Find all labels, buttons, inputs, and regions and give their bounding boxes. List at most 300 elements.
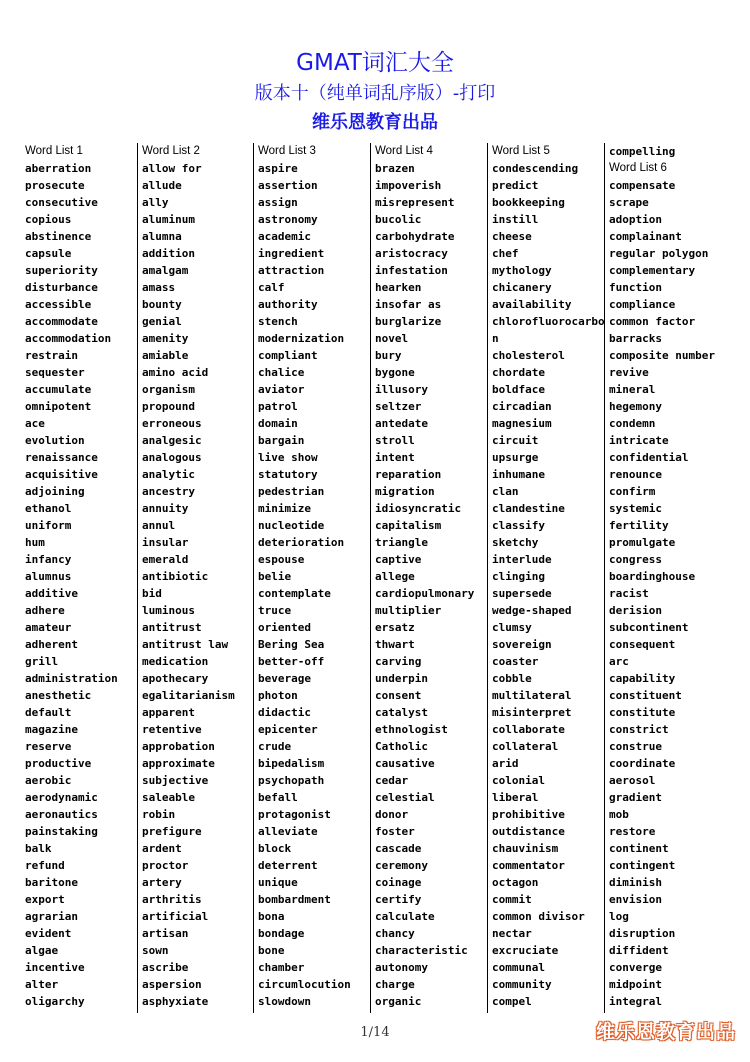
vocabulary-word: chicanery	[492, 281, 552, 294]
vocabulary-word: cardiopulmonary	[375, 587, 475, 600]
vocabulary-word: ethnologist	[375, 723, 448, 736]
word-list-heading: Word List 2	[142, 145, 200, 157]
vocabulary-word: allege	[375, 570, 415, 583]
vocabulary-word: omnipotent	[25, 400, 92, 413]
page-number: 1/14	[360, 1025, 390, 1040]
vocabulary-word: infestation	[375, 264, 448, 277]
vocabulary-word: sown	[142, 944, 169, 957]
vocabulary-word: infancy	[25, 553, 72, 566]
vocabulary-word: nucleotide	[258, 519, 325, 532]
vocabulary-word: patrol	[258, 400, 298, 413]
vocabulary-word: accumulate	[25, 383, 92, 396]
vocabulary-word: barracks	[609, 332, 662, 345]
publisher-watermark: 维乐恩教育出品	[595, 1021, 736, 1043]
vocabulary-word: integral	[609, 995, 662, 1008]
vocabulary-word: predict	[492, 179, 539, 192]
vocabulary-word: compel	[492, 995, 532, 1008]
vocabulary-word: renounce	[609, 468, 662, 481]
vocabulary-word: collateral	[492, 740, 559, 753]
vocabulary-word: acquisitive	[25, 468, 98, 481]
vocabulary-word: uniform	[25, 519, 72, 532]
vocabulary-word: astronomy	[258, 213, 318, 226]
vocabulary-word: seltzer	[375, 400, 422, 413]
vocabulary-word: prosecute	[25, 179, 85, 192]
vocabulary-word: annuity	[142, 502, 189, 515]
vocabulary-word: assertion	[258, 179, 318, 192]
vocabulary-word: amateur	[25, 621, 72, 634]
vocabulary-word: medication	[142, 655, 209, 668]
vocabulary-word: insular	[142, 536, 189, 549]
vocabulary-word: donor	[375, 808, 409, 821]
vocabulary-word: modernization	[258, 332, 345, 345]
vocabulary-word: classify	[492, 519, 545, 532]
vocabulary-word: illusory	[375, 383, 428, 396]
vocabulary-word: ace	[25, 417, 45, 430]
vocabulary-word: evident	[25, 927, 72, 940]
vocabulary-word: artery	[142, 876, 182, 889]
vocabulary-word: chauvinism	[492, 842, 559, 855]
vocabulary-word: insofar as	[375, 298, 442, 311]
vocabulary-word: apothecary	[142, 672, 209, 685]
vocabulary-word: compensate	[609, 179, 676, 192]
vocabulary-word: beverage	[258, 672, 311, 685]
vocabulary-word: calf	[258, 281, 285, 294]
vocabulary-word: continent	[609, 842, 669, 855]
vocabulary-word: aerosol	[609, 774, 656, 787]
vocabulary-word: analgesic	[142, 434, 202, 447]
vocabulary-word: log	[609, 910, 629, 923]
vocabulary-word: adhere	[25, 604, 65, 617]
document-title: GMAT词汇大全	[296, 50, 454, 76]
vocabulary-word: accommodate	[25, 315, 98, 328]
vocabulary-word: novel	[375, 332, 409, 345]
vocabulary-word: amino acid	[142, 366, 209, 379]
vocabulary-word: restrain	[25, 349, 78, 362]
vocabulary-word: cascade	[375, 842, 422, 855]
word-list-column	[253, 143, 374, 1013]
vocabulary-word: propound	[142, 400, 195, 413]
publisher-line: 维乐恩教育出品	[312, 112, 438, 133]
vocabulary-word: consequent	[609, 638, 676, 651]
vocabulary-word: mythology	[492, 264, 552, 277]
vocabulary-word: clan	[492, 485, 519, 498]
vocabulary-word: cedar	[375, 774, 409, 787]
vocabulary-word: boardinghouse	[609, 570, 696, 583]
word-list-heading: Word List 6	[609, 162, 667, 174]
vocabulary-word: bygone	[375, 366, 415, 379]
vocabulary-word: statutory	[258, 468, 318, 481]
vocabulary-word: didactic	[258, 706, 311, 719]
vocabulary-word: idiosyncratic	[375, 502, 462, 515]
vocabulary-word: analogous	[142, 451, 202, 464]
vocabulary-word: alleviate	[258, 825, 318, 838]
vocabulary-word: aberration	[25, 162, 92, 175]
vocabulary-word: epicenter	[258, 723, 318, 736]
vocabulary-word: cheese	[492, 230, 532, 243]
vocabulary-word: inhumane	[492, 468, 545, 481]
vocabulary-word: function	[609, 281, 662, 294]
vocabulary-word: capitalism	[375, 519, 442, 532]
vocabulary-word: amass	[142, 281, 176, 294]
vocabulary-word: instill	[492, 213, 539, 226]
vocabulary-word: sketchy	[492, 536, 539, 549]
vocabulary-word: bombardment	[258, 893, 331, 906]
vocabulary-word: triangle	[375, 536, 428, 549]
vocabulary-word: stroll	[375, 434, 415, 447]
vocabulary-word: aviator	[258, 383, 305, 396]
vocabulary-word: grill	[25, 655, 59, 668]
vocabulary-word: organic	[375, 995, 422, 1008]
vocabulary-word: aerodynamic	[25, 791, 98, 804]
vocabulary-word: collaborate	[492, 723, 565, 736]
vocabulary-word: aspire	[258, 162, 298, 175]
vocabulary-word: misinterpret	[492, 706, 572, 719]
vocabulary-word: composite number	[609, 349, 715, 362]
vocabulary-word: apparent	[142, 706, 195, 719]
vocabulary-word: superiority	[25, 264, 98, 277]
vocabulary-word: ceremony	[375, 859, 428, 872]
vocabulary-word: prohibitive	[492, 808, 565, 821]
vocabulary-word: proctor	[142, 859, 189, 872]
vocabulary-word: compliance	[609, 298, 676, 311]
vocabulary-word: alumna	[142, 230, 182, 243]
vocabulary-word: stench	[258, 315, 298, 328]
word-list-column	[20, 143, 141, 1013]
vocabulary-word: diffident	[609, 944, 669, 957]
vocabulary-word: subjective	[142, 774, 209, 787]
vocabulary-word: ingredient	[258, 247, 325, 260]
vocabulary-word: scrape	[609, 196, 649, 209]
vocabulary-word: converge	[609, 961, 662, 974]
vocabulary-word: construe	[609, 740, 662, 753]
vocabulary-word: egalitarianism	[142, 689, 235, 702]
vocabulary-word: commentator	[492, 859, 565, 872]
vocabulary-word: chamber	[258, 961, 305, 974]
vocabulary-word: sequester	[25, 366, 85, 379]
vocabulary-word: disturbance	[25, 281, 98, 294]
vocabulary-word: protagonist	[258, 808, 331, 821]
vocabulary-word: capability	[609, 672, 676, 685]
vocabulary-word: arthritis	[142, 893, 202, 906]
vocabulary-word: envision	[609, 893, 662, 906]
vocabulary-word: retentive	[142, 723, 202, 736]
vocabulary-word: default	[25, 706, 72, 719]
vocabulary-word: chalice	[258, 366, 305, 379]
document-subtitle: 版本十（纯单词乱序版）-打印	[254, 83, 496, 104]
vocabulary-word: capsule	[25, 247, 72, 260]
vocabulary-word: bounty	[142, 298, 182, 311]
vocabulary-word: celestial	[375, 791, 435, 804]
vocabulary-word: photon	[258, 689, 298, 702]
vocabulary-word: gradient	[609, 791, 662, 804]
vocabulary-word: carving	[375, 655, 422, 668]
vocabulary-word: misrepresent	[375, 196, 455, 209]
vocabulary-word: deterrent	[258, 859, 318, 872]
word-columns	[20, 143, 740, 1013]
vocabulary-word: bury	[375, 349, 402, 362]
vocabulary-word: oligarchy	[25, 995, 85, 1008]
vocabulary-word: live show	[258, 451, 318, 464]
vocabulary-word: condescending	[492, 162, 579, 175]
vocabulary-word: copious	[25, 213, 72, 226]
vocabulary-word: genial	[142, 315, 182, 328]
vocabulary-word: constituent	[609, 689, 682, 702]
vocabulary-word: chef	[492, 247, 519, 260]
vocabulary-word: magnesium	[492, 417, 552, 430]
vocabulary-word: common divisor	[492, 910, 585, 923]
vocabulary-word: magazine	[25, 723, 78, 736]
vocabulary-word: contingent	[609, 859, 676, 872]
vocabulary-word: carbohydrate	[375, 230, 455, 243]
vocabulary-word: calculate	[375, 910, 435, 923]
vocabulary-word: n	[492, 332, 499, 345]
vocabulary-word: clandestine	[492, 502, 565, 515]
vocabulary-word: autonomy	[375, 961, 428, 974]
vocabulary-word: arc	[609, 655, 629, 668]
vocabulary-word: upsurge	[492, 451, 539, 464]
vocabulary-word: prefigure	[142, 825, 202, 838]
vocabulary-word: antitrust	[142, 621, 202, 634]
vocabulary-word: sovereign	[492, 638, 552, 651]
vocabulary-word: availability	[492, 298, 572, 311]
vocabulary-word: bookkeeping	[492, 196, 565, 209]
vocabulary-word: circuit	[492, 434, 539, 447]
vocabulary-word: communal	[492, 961, 545, 974]
vocabulary-word: block	[258, 842, 292, 855]
vocabulary-word: reparation	[375, 468, 442, 481]
vocabulary-word: thwart	[375, 638, 415, 651]
vocabulary-word: baritone	[25, 876, 78, 889]
vocabulary-word: luminous	[142, 604, 195, 617]
vocabulary-word: underpin	[375, 672, 428, 685]
vocabulary-word: charge	[375, 978, 415, 991]
vocabulary-word: academic	[258, 230, 311, 243]
vocabulary-word: ascribe	[142, 961, 189, 974]
vocabulary-word: aeronautics	[25, 808, 98, 821]
vocabulary-word: erroneous	[142, 417, 202, 430]
vocabulary-word: artificial	[142, 910, 209, 923]
vocabulary-word: painstaking	[25, 825, 98, 838]
vocabulary-word: balk	[25, 842, 52, 855]
vocabulary-word: constrict	[609, 723, 669, 736]
vocabulary-word: hearken	[375, 281, 422, 294]
vocabulary-word: crude	[258, 740, 292, 753]
vocabulary-word: evolution	[25, 434, 85, 447]
vocabulary-word: derision	[609, 604, 662, 617]
vocabulary-word: bondage	[258, 927, 305, 940]
vocabulary-word: antedate	[375, 417, 428, 430]
vocabulary-word: aspersion	[142, 978, 202, 991]
vocabulary-word: authority	[258, 298, 318, 311]
vocabulary-word: adoption	[609, 213, 662, 226]
vocabulary-word: hum	[25, 536, 45, 549]
vocabulary-word: incentive	[25, 961, 85, 974]
vocabulary-word: fertility	[609, 519, 669, 532]
vocabulary-word: community	[492, 978, 552, 991]
vocabulary-word: cobble	[492, 672, 532, 685]
vocabulary-word: bid	[142, 587, 162, 600]
vocabulary-word: algae	[25, 944, 59, 957]
vocabulary-word: commit	[492, 893, 532, 906]
vocabulary-word: oriented	[258, 621, 311, 634]
vocabulary-word: saleable	[142, 791, 195, 804]
vocabulary-word: alumnus	[25, 570, 72, 583]
vocabulary-word: attraction	[258, 264, 325, 277]
vocabulary-word: better-off	[258, 655, 325, 668]
vocabulary-word: excruciate	[492, 944, 559, 957]
vocabulary-word: clumsy	[492, 621, 532, 634]
vocabulary-word: approximate	[142, 757, 215, 770]
vocabulary-word: compliant	[258, 349, 318, 362]
vocabulary-word: ally	[142, 196, 169, 209]
vocabulary-word: colonial	[492, 774, 545, 787]
vocabulary-word: common factor	[609, 315, 696, 328]
vocabulary-word: clinging	[492, 570, 545, 583]
vocabulary-word: allow for	[142, 162, 202, 175]
vocabulary-word: causative	[375, 757, 435, 770]
vocabulary-word: aluminum	[142, 213, 195, 226]
vocabulary-word: compelling	[609, 145, 676, 158]
vocabulary-word: foster	[375, 825, 415, 838]
vocabulary-word: adjoining	[25, 485, 85, 498]
vocabulary-word: systemic	[609, 502, 662, 515]
vocabulary-word: agrarian	[25, 910, 78, 923]
vocabulary-word: condemn	[609, 417, 656, 430]
vocabulary-word: mob	[609, 808, 629, 821]
vocabulary-word: outdistance	[492, 825, 565, 838]
vocabulary-word: espouse	[258, 553, 305, 566]
vocabulary-word: ancestry	[142, 485, 195, 498]
vocabulary-word: adherent	[25, 638, 78, 651]
vocabulary-word: Catholic	[375, 740, 428, 753]
vocabulary-word: nectar	[492, 927, 532, 940]
vocabulary-word: confirm	[609, 485, 656, 498]
vocabulary-word: consecutive	[25, 196, 98, 209]
vocabulary-word: amiable	[142, 349, 189, 362]
vocabulary-word: supersede	[492, 587, 552, 600]
vocabulary-word: pedestrian	[258, 485, 325, 498]
vocabulary-word: minimize	[258, 502, 311, 515]
vocabulary-word: ersatz	[375, 621, 415, 634]
vocabulary-word: Bering Sea	[258, 638, 325, 651]
vocabulary-word: domain	[258, 417, 298, 430]
vocabulary-word: boldface	[492, 383, 545, 396]
word-list-heading: Word List 5	[492, 145, 550, 157]
vocabulary-word: assign	[258, 196, 298, 209]
word-list-heading: Word List 4	[375, 145, 433, 157]
vocabulary-word: regular polygon	[609, 247, 709, 260]
vocabulary-word: coaster	[492, 655, 539, 668]
vocabulary-word: impoverish	[375, 179, 442, 192]
vocabulary-word: bipedalism	[258, 757, 325, 770]
vocabulary-word: subcontinent	[609, 621, 689, 634]
vocabulary-word: promulgate	[609, 536, 676, 549]
vocabulary-word: accessible	[25, 298, 92, 311]
vocabulary-word: psychopath	[258, 774, 325, 787]
vocabulary-word: ardent	[142, 842, 182, 855]
vocabulary-word: ethanol	[25, 502, 72, 515]
vocabulary-word: reserve	[25, 740, 72, 753]
vocabulary-word: consent	[375, 689, 422, 702]
vocabulary-word: brazen	[375, 162, 415, 175]
vocabulary-word: liberal	[492, 791, 539, 804]
vocabulary-word: productive	[25, 757, 92, 770]
vocabulary-word: antibiotic	[142, 570, 209, 583]
vocabulary-word: asphyxiate	[142, 995, 209, 1008]
vocabulary-word: alter	[25, 978, 59, 991]
vocabulary-word: accommodation	[25, 332, 112, 345]
vocabulary-word: artisan	[142, 927, 189, 940]
vocabulary-word: complainant	[609, 230, 682, 243]
vocabulary-word: aerobic	[25, 774, 72, 787]
vocabulary-word: midpoint	[609, 978, 662, 991]
vocabulary-word: bargain	[258, 434, 305, 447]
vocabulary-word: chancy	[375, 927, 415, 940]
word-list-column	[604, 143, 725, 1013]
vocabulary-word: anesthetic	[25, 689, 92, 702]
vocabulary-word: additive	[25, 587, 78, 600]
vocabulary-word: chordate	[492, 366, 545, 379]
vocabulary-word: circadian	[492, 400, 552, 413]
vocabulary-word: restore	[609, 825, 656, 838]
vocabulary-word: robin	[142, 808, 176, 821]
vocabulary-word: migration	[375, 485, 435, 498]
vocabulary-word: cholesterol	[492, 349, 565, 362]
vocabulary-word: hegemony	[609, 400, 662, 413]
vocabulary-word: burglarize	[375, 315, 442, 328]
vocabulary-word: abstinence	[25, 230, 92, 243]
vocabulary-word: analytic	[142, 468, 195, 481]
vocabulary-word: constitute	[609, 706, 676, 719]
vocabulary-word: contemplate	[258, 587, 331, 600]
vocabulary-word: octagon	[492, 876, 539, 889]
vocabulary-word: allude	[142, 179, 182, 192]
vocabulary-word: wedge-shaped	[492, 604, 572, 617]
vocabulary-word: certify	[375, 893, 422, 906]
vocabulary-word: befall	[258, 791, 298, 804]
vocabulary-word: catalyst	[375, 706, 428, 719]
vocabulary-word: coinage	[375, 876, 422, 889]
vocabulary-word: bona	[258, 910, 285, 923]
vocabulary-word: slowdown	[258, 995, 311, 1008]
vocabulary-word: export	[25, 893, 65, 906]
vocabulary-word: annul	[142, 519, 176, 532]
word-list-column	[370, 143, 491, 1013]
word-list-column	[137, 143, 258, 1013]
vocabulary-word: chlorofluorocarbo	[492, 315, 605, 328]
vocabulary-word: refund	[25, 859, 65, 872]
vocabulary-word: addition	[142, 247, 195, 260]
vocabulary-word: deterioration	[258, 536, 345, 549]
word-list-heading: Word List 3	[258, 145, 316, 157]
vocabulary-word: mineral	[609, 383, 656, 396]
vocabulary-word: confidential	[609, 451, 689, 464]
vocabulary-word: congress	[609, 553, 662, 566]
vocabulary-word: interlude	[492, 553, 552, 566]
vocabulary-word: bucolic	[375, 213, 422, 226]
vocabulary-word: intricate	[609, 434, 669, 447]
vocabulary-word: administration	[25, 672, 118, 685]
vocabulary-word: belie	[258, 570, 292, 583]
vocabulary-word: racist	[609, 587, 649, 600]
vocabulary-word: captive	[375, 553, 422, 566]
vocabulary-word: multiplier	[375, 604, 442, 617]
vocabulary-word: truce	[258, 604, 292, 617]
vocabulary-word: unique	[258, 876, 298, 889]
vocabulary-word: diminish	[609, 876, 662, 889]
vocabulary-word: emerald	[142, 553, 189, 566]
vocabulary-word: disruption	[609, 927, 676, 940]
